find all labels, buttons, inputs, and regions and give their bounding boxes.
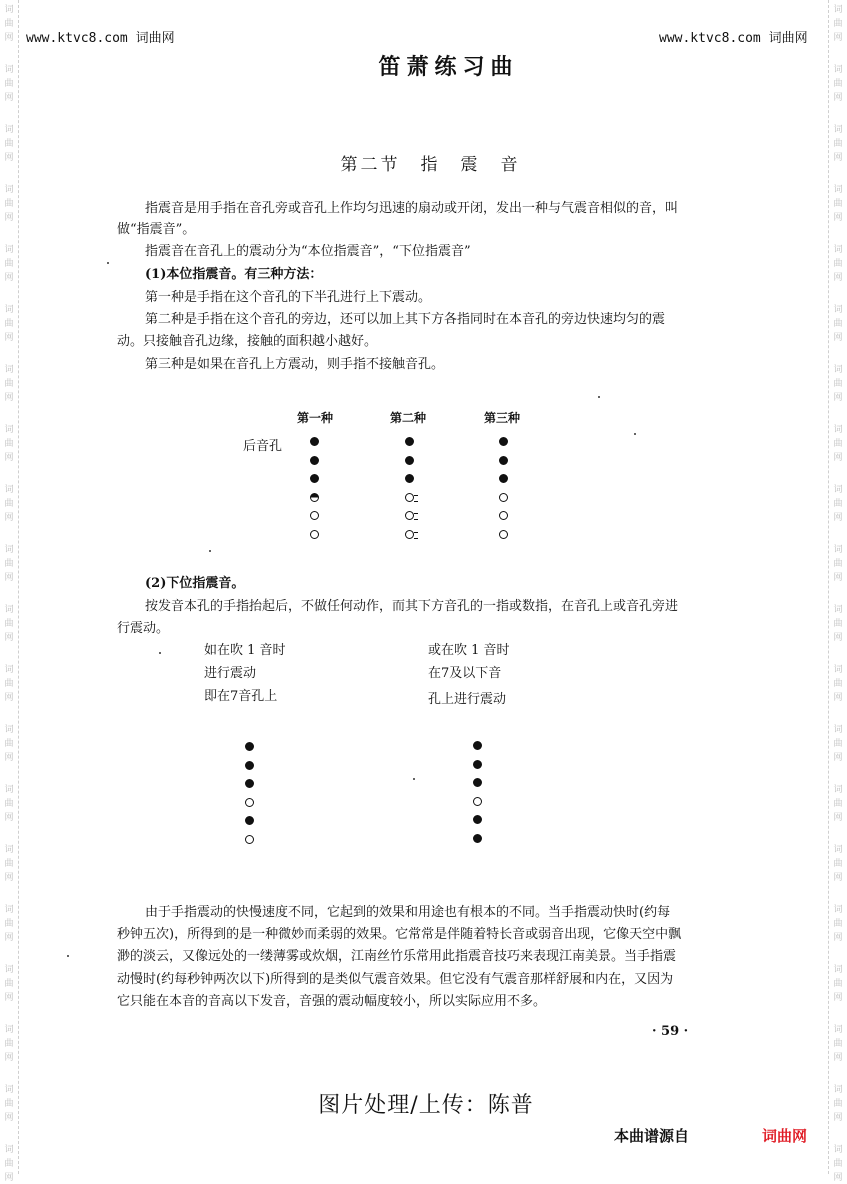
finger-hole-filled [245,779,254,788]
header-left-url: www.ktvc8.com [26,31,128,46]
method-3: 第三种是如果在音孔上方震动，则手指不接触音孔。 [145,357,445,372]
watermark-glyph: 词 [4,845,14,855]
watermark-glyph: 曲 [833,259,843,269]
finger-hole-open [245,835,254,844]
watermark-glyph: 网 [4,1053,14,1063]
watermark-glyph: 词 [833,1085,843,1095]
watermark-glyph: 网 [4,933,14,943]
closing-line2: 秒钟五次)，所得到的是一种微妙而柔弱的效果。它常常是伴随着特长音或弱音出现，它像天空中飘 [117,927,682,942]
sub2-heading: (2)下位指震音。 [145,576,245,591]
watermark-glyph: 词 [833,65,843,75]
watermark-glyph: 网 [4,513,14,523]
watermark-glyph: 曲 [4,619,14,629]
watermark-glyph: 词 [833,965,843,975]
scan-speck [634,433,636,435]
intro-p2: 指震音在音孔上的震动分为“本位指震音”，“下位指震音” [145,244,471,259]
watermark-glyph: 词 [4,425,14,435]
watermark-glyph: 网 [833,1113,843,1123]
watermark-glyph: 词 [833,605,843,615]
page-number: · 59 · [652,1024,689,1039]
watermark-glyph: 网 [833,573,843,583]
watermark-glyph: 网 [833,453,843,463]
watermark-glyph: 曲 [833,439,843,449]
watermark-glyph: 曲 [4,319,14,329]
finger-hole-open [499,511,508,520]
watermark-glyph: 曲 [4,799,14,809]
watermark-glyph: 曲 [4,439,14,449]
watermark-glyph: 网 [833,273,843,283]
watermark-glyph: 曲 [4,1099,14,1109]
watermark-glyph: 词 [833,1025,843,1035]
finger-hole-filled [310,474,319,483]
watermark-glyph: 网 [833,753,843,763]
header-right[interactable] [659,27,808,46]
finger-hole-half [310,493,319,502]
watermark-glyph: 词 [833,845,843,855]
finger-hole-filled [499,456,508,465]
finger-hole-vib [405,530,414,539]
watermark-glyph: 曲 [833,1159,843,1169]
watermark-glyph: 曲 [4,919,14,929]
intro-p1-line2: 做“指震音”。 [117,222,196,237]
watermark-glyph: 词 [833,125,843,135]
watermark-glyph: 词 [833,545,843,555]
sub2-desc-line1: 按发音本孔的手指抬起后，不做任何动作，而其下方音孔的一指或数指，在音孔上或音孔旁进 [145,599,679,614]
watermark-glyph: 词 [4,725,14,735]
right-watermark-strip [828,0,847,1183]
watermark-glyph: 曲 [833,619,843,629]
watermark-glyph: 网 [833,513,843,523]
column-heading-1: 第一种 [297,411,334,425]
watermark-glyph: 词 [833,305,843,315]
watermark-glyph: 词 [4,1145,14,1155]
watermark-glyph: 词 [4,5,14,15]
finger-hole-filled [499,437,508,446]
watermark-glyph: 曲 [833,499,843,509]
watermark-glyph: 网 [833,153,843,163]
method-1: 第一种是手指在这个音孔的下半孔进行上下震动。 [145,290,432,305]
finger-hole-filled [473,834,482,843]
watermark-glyph: 词 [833,905,843,915]
finger-hole-filled [245,761,254,770]
finger-hole-vib [405,511,414,520]
finger-hole-filled [405,437,414,446]
watermark-glyph: 网 [4,1113,14,1123]
finger-hole-open [310,530,319,539]
source-label: 本曲谱源自 [614,1127,690,1145]
finger-hole-open [499,530,508,539]
row-label-back-hole: 后音孔 [243,439,283,454]
scan-speck [67,955,69,957]
scan-speck [598,396,600,398]
watermark-glyph: 网 [4,153,14,163]
watermark-glyph: 曲 [833,1039,843,1049]
watermark-glyph: 网 [833,813,843,823]
watermark-glyph: 网 [4,1173,14,1183]
left-note-line2: 进行震动 [204,666,257,681]
finger-hole-filled [310,437,319,446]
watermark-glyph: 网 [833,33,843,43]
section-title: 第二节 指 震 音 [340,155,521,175]
watermark-glyph: 词 [4,905,14,915]
watermark-glyph: 网 [833,693,843,703]
watermark-glyph: 词 [4,785,14,795]
watermark-glyph: 曲 [4,739,14,749]
book-title: 笛萧练习曲 [378,54,519,80]
watermark-glyph: 曲 [833,379,843,389]
watermark-glyph: 网 [4,333,14,343]
finger-hole-open [245,798,254,807]
watermark-glyph: 网 [833,393,843,403]
column-heading-3: 第三种 [484,411,521,425]
watermark-glyph: 曲 [4,79,14,89]
watermark-glyph: 词 [833,425,843,435]
finger-hole-filled [405,456,414,465]
watermark-glyph: 词 [833,185,843,195]
scan-speck [413,778,415,780]
watermark-glyph: 词 [4,545,14,555]
watermark-glyph: 曲 [833,19,843,29]
watermark-glyph: 曲 [4,1159,14,1169]
watermark-glyph: 网 [4,393,14,403]
watermark-glyph: 词 [833,725,843,735]
watermark-glyph: 词 [833,365,843,375]
watermark-glyph: 曲 [833,79,843,89]
upload-credit: 图片处理/上传：陈普 [318,1093,534,1118]
watermark-glyph: 词 [4,185,14,195]
watermark-glyph: 词 [833,1145,843,1155]
watermark-glyph: 词 [833,665,843,675]
sub2-desc-line2: 行震动。 [117,621,170,636]
finger-hole-filled [499,474,508,483]
method-2-line2: 动。只接触音孔边缘，接触的面积越小越好。 [117,334,378,349]
watermark-glyph: 网 [833,873,843,883]
watermark-glyph: 网 [4,33,14,43]
watermark-glyph: 曲 [833,679,843,689]
watermark-glyph: 词 [4,1085,14,1095]
watermark-glyph: 网 [833,633,843,643]
watermark-glyph: 网 [4,273,14,283]
column-heading-2: 第二种 [390,411,427,425]
left-watermark-strip [0,0,19,1183]
watermark-glyph: 词 [4,485,14,495]
watermark-glyph: 网 [4,633,14,643]
finger-hole-filled [473,741,482,750]
watermark-glyph: 曲 [833,979,843,989]
finger-hole-filled [405,474,414,483]
closing-line3: 渺的淡云，又像远处的一缕薄雾或炊烟，江南丝竹乐常用此指震音技巧来表现江南美景。当手指震 [117,949,677,964]
watermark-glyph: 网 [4,993,14,1003]
watermark-glyph: 网 [4,693,14,703]
watermark-glyph: 曲 [833,739,843,749]
watermark-glyph: 网 [4,873,14,883]
right-note-line2: 在7及以下音 [428,666,502,681]
watermark-glyph: 网 [4,93,14,103]
watermark-glyph: 曲 [4,679,14,689]
watermark-glyph: 网 [4,813,14,823]
watermark-glyph: 曲 [4,259,14,269]
finger-hole-vib [405,493,414,502]
watermark-glyph: 网 [4,573,14,583]
watermark-glyph: 词 [4,65,14,75]
scan-speck [107,262,109,264]
method-2-line1: 第二种是手指在这个音孔的旁边，还可以加上其下方各指同时在本音孔的旁边快速均匀的震 [145,312,666,327]
watermark-glyph: 词 [4,125,14,135]
intro-p1-line1: 指震音是用手指在音孔旁或音孔上作均匀迅速的扇动或开闭，发出一种与气震音相似的音，叫 [145,201,679,216]
left-note-line1: 如在吹 1 音时 [204,643,286,658]
watermark-glyph: 曲 [4,1039,14,1049]
finger-hole-open [499,493,508,502]
watermark-glyph: 曲 [833,319,843,329]
finger-hole-filled [245,816,254,825]
watermark-glyph: 曲 [4,979,14,989]
left-note-line3: 即在7音孔上 [204,689,278,704]
watermark-glyph: 曲 [4,379,14,389]
closing-line1: 由于手指震动的快慢速度不同，它起到的效果和用途也有根本的不同。当手指震动快时(约每 [145,905,671,920]
watermark-glyph: 词 [4,1025,14,1035]
watermark-glyph: 词 [4,245,14,255]
watermark-glyph: 词 [4,605,14,615]
watermark-glyph: 词 [4,305,14,315]
finger-hole-filled [473,778,482,787]
watermark-glyph: 曲 [4,199,14,209]
closing-line5: 它只能在本音的音高以下发音，音强的震动幅度较小，所以实际应用不多。 [117,994,547,1009]
watermark-glyph: 网 [4,213,14,223]
watermark-glyph: 网 [833,213,843,223]
watermark-glyph: 曲 [833,919,843,929]
watermark-glyph: 网 [4,753,14,763]
watermark-glyph: 曲 [4,499,14,509]
watermark-glyph: 网 [833,1173,843,1183]
watermark-glyph: 词 [4,365,14,375]
watermark-glyph: 曲 [4,19,14,29]
watermark-glyph: 网 [833,993,843,1003]
watermark-glyph: 曲 [833,139,843,149]
watermark-glyph: 曲 [833,199,843,209]
watermark-glyph: 词 [833,245,843,255]
watermark-glyph: 曲 [833,859,843,869]
finger-hole-filled [473,760,482,769]
watermark-glyph: 网 [833,1053,843,1063]
right-note-line1: 或在吹 1 音时 [428,643,510,658]
sub1-heading: (1)本位指震音。有三种方法： [145,267,323,282]
watermark-glyph: 网 [833,333,843,343]
watermark-glyph: 曲 [4,139,14,149]
finger-hole-open [310,511,319,520]
watermark-glyph: 词 [833,5,843,15]
watermark-glyph: 曲 [4,859,14,869]
finger-hole-filled [245,742,254,751]
closing-line4: 动慢时(约每秒钟两次以下)所得到的是类似气震音效果。但它没有气震音那样舒展和内在，又因为 [117,972,674,987]
right-note-line3: 孔上进行震动 [428,692,507,707]
watermark-glyph: 曲 [4,559,14,569]
watermark-glyph: 词 [4,965,14,975]
watermark-glyph: 曲 [833,559,843,569]
watermark-glyph: 词 [833,785,843,795]
finger-hole-open [473,797,482,806]
scan-speck [209,550,211,552]
watermark-glyph: 曲 [833,1099,843,1109]
watermark-glyph: 词 [4,665,14,675]
watermark-glyph: 曲 [833,799,843,809]
watermark-glyph: 网 [833,93,843,103]
header-left-name: 词曲网 [135,31,175,46]
header-right-url: www.ktvc8.com [659,31,761,46]
finger-hole-filled [310,456,319,465]
source-brand-link[interactable]: 词曲网 [762,1127,808,1145]
watermark-glyph: 网 [833,933,843,943]
finger-hole-filled [473,815,482,824]
watermark-glyph: 词 [833,485,843,495]
header-right-name: 词曲网 [768,31,808,46]
watermark-glyph: 网 [4,453,14,463]
header-left[interactable] [26,27,175,46]
scan-speck [159,652,161,654]
